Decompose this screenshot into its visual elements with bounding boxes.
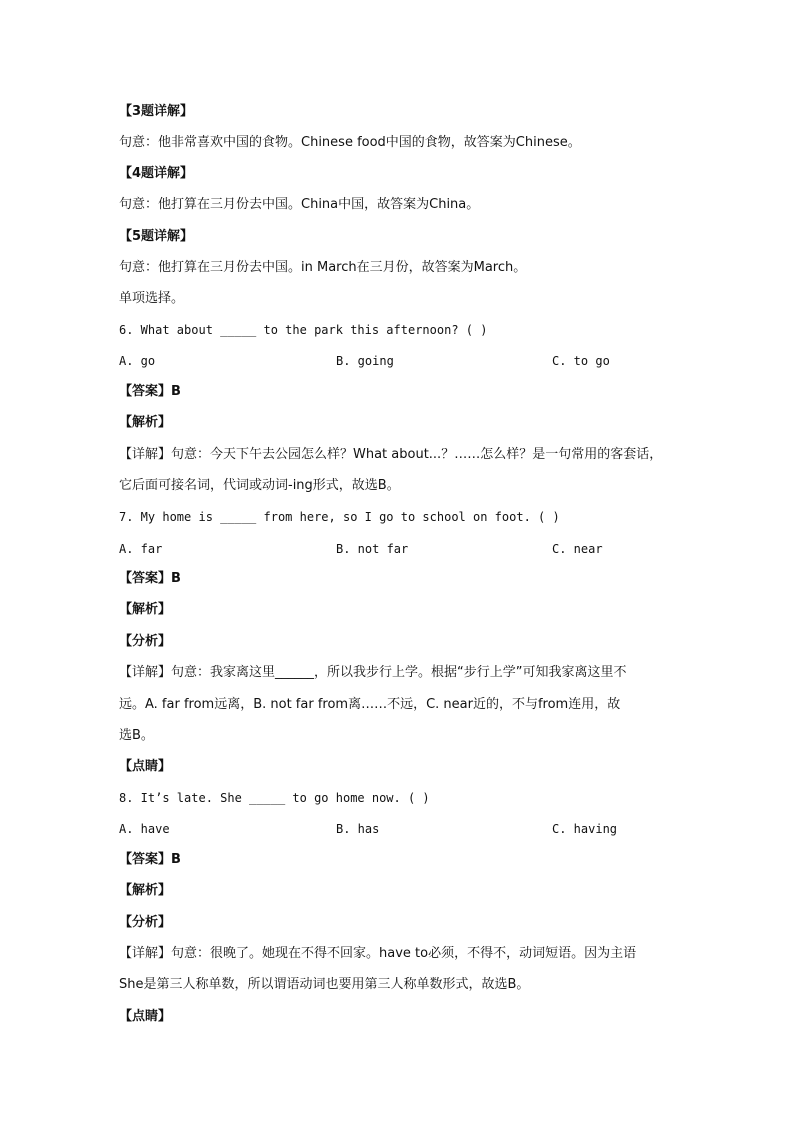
q5-detail-heading: 【5题详解】	[119, 229, 194, 244]
q3-detail-text: 句意：他非常喜欢中国的食物。Chinese food中国的食物，故答案为Chinese。	[119, 135, 581, 150]
q6-option-b: B. going	[336, 354, 394, 368]
q3-detail-heading: 【3题详解】	[119, 104, 194, 119]
q7-detail-line1: 【详解】句意：我家离这里______，所以我步行上学。根据“步行上学”可知我家离这里不	[119, 665, 627, 680]
q4-detail-text: 句意：他打算在三月份去中国。China中国，故答案为China。	[119, 197, 480, 212]
q6-option-c: C. to go	[552, 354, 610, 368]
q5-detail-text: 句意：他打算在三月份去中国。in March在三月份，故答案为March。	[119, 260, 527, 275]
q7-analysis-heading: 【解析】	[119, 602, 172, 617]
q6-analysis-heading: 【解析】	[119, 415, 172, 430]
q7-detail-line3: 选B。	[119, 728, 154, 743]
q6-detail-line1: 【详解】句意：今天下午去公园怎么样？What about...？……怎么样？是一句常用的客套话，	[119, 447, 663, 462]
q8-option-b: B. has	[336, 822, 380, 836]
q8-detail-line2: She是第三人称单数，所以谓语动词也要用第三人称单数形式，故选B。	[119, 977, 530, 992]
q8-detail-line1: 【详解】句意：很晚了。她现在不得不回家。have to必须，不得不，动词短语。因为主语	[119, 946, 637, 961]
q7-option-b: B. not far	[336, 542, 409, 556]
q8-remark: 【点睛】	[119, 1009, 172, 1024]
q8-answer: 【答案】B	[119, 852, 181, 867]
q4-detail-heading: 【4题详解】	[119, 166, 194, 181]
q6-option-a: A. go	[119, 354, 156, 368]
q7-analysis-sub: 【分析】	[119, 634, 172, 649]
q8-option-c: C. having	[552, 822, 618, 836]
q8-option-a: A. have	[119, 822, 170, 836]
q6-question: 6. What about _____ to the park this afternoon? ( )	[119, 323, 488, 337]
q8-analysis-heading: 【解析】	[119, 883, 172, 898]
q7-option-a: A. far	[119, 542, 163, 556]
q7-option-c: C. near	[552, 542, 603, 556]
q7-question: 7. My home is _____ from here, so I go to school on foot. ( )	[119, 510, 560, 524]
q7-answer: 【答案】B	[119, 571, 181, 586]
q6-answer: 【答案】B	[119, 384, 181, 399]
section-title: 单项选择。	[119, 291, 185, 306]
q6-detail-line2: 它后面可接名词，代词或动词-ing形式，故选B。	[119, 478, 400, 493]
q8-question: 8. It’s late. She _____ to go home now. ( )	[119, 791, 430, 805]
q7-remark: 【点睛】	[119, 759, 172, 774]
q8-analysis-sub: 【分析】	[119, 915, 172, 930]
q7-detail-line2: 远。A. far from远离，B. not far from离……不远，C. near近的，不与from连用，故	[119, 697, 621, 712]
